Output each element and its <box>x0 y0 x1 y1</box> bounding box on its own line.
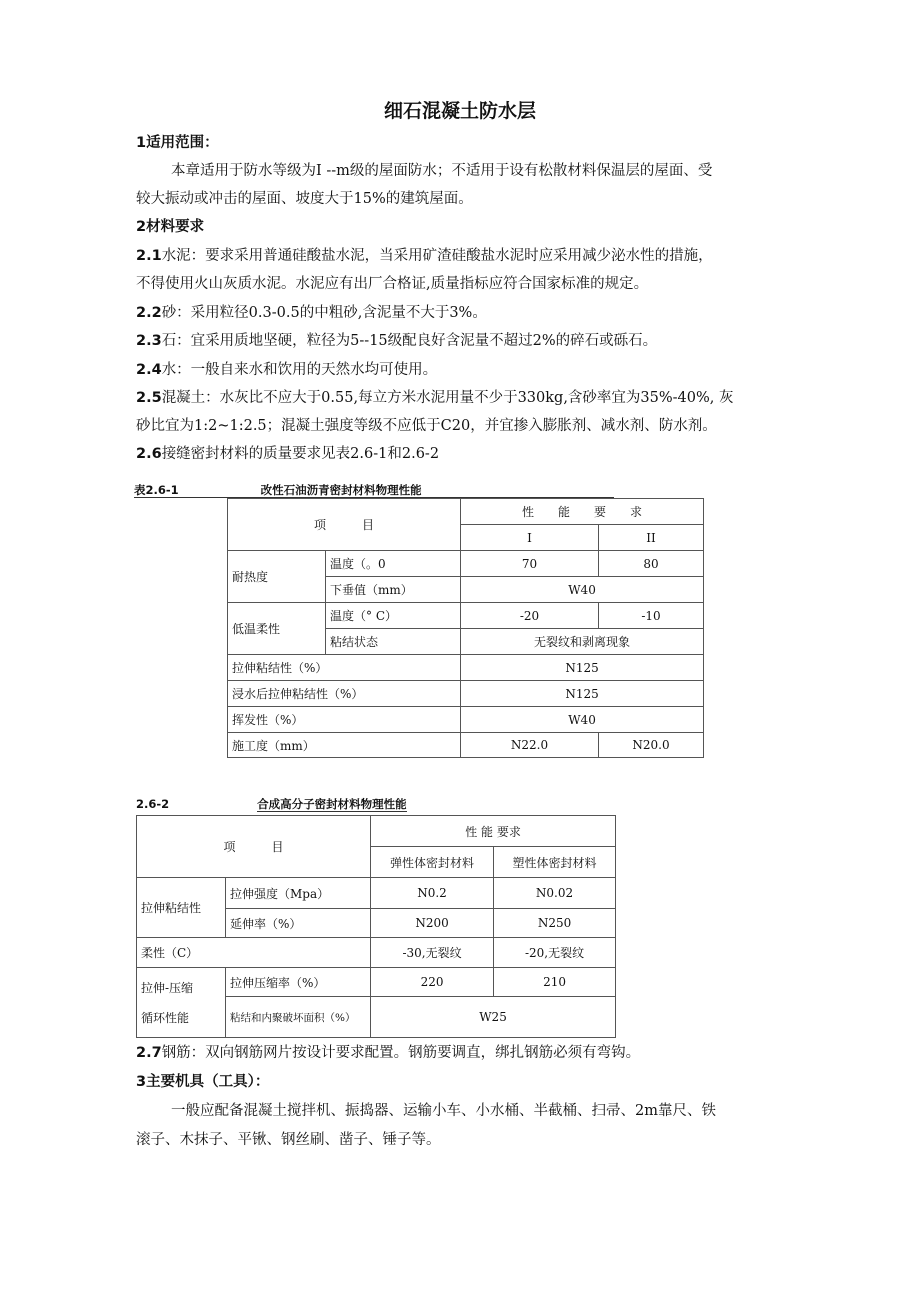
table-cell: N0.2 <box>371 878 494 909</box>
table-cell: 粘结状态 <box>326 629 461 655</box>
item-text: 水泥：要求采用普通硅酸盐水泥，当采用矿渣硅酸盐水泥时应采用减少泌水性的措施， <box>161 248 713 264</box>
table-cell: 粘结和内聚破坏面积（%） <box>226 997 371 1038</box>
table-cell: W25 <box>371 997 616 1038</box>
table-cell: N125 <box>461 681 704 707</box>
paragraph-line: 不得使用火山灰质水泥。水泥应有出厂合格证,质量指标应符合国家标准的规定。 <box>136 276 649 292</box>
header-grade-2: II <box>599 525 704 551</box>
item-2-1 <box>136 246 713 266</box>
cell-line: 拉伸-压缩 <box>141 980 194 995</box>
paragraph-line: 砂比宜为1:2~1:2.5；混凝土强度等级不应低于C20，并宜掺入膨胀剂、减水剂、防水剂。 <box>136 418 717 434</box>
paragraph-line: 滚子、木抹子、平锹、钢丝刷、凿子、锤子等。 <box>136 1132 441 1148</box>
table-cell: 温度（° C） <box>326 603 461 629</box>
table-title: 改性石油沥青密封材料物理性能 <box>260 483 422 497</box>
cell-line: 循环性能 <box>141 1010 190 1025</box>
item-number: 2.4 <box>136 362 162 378</box>
table-cell: 柔性（C） <box>137 938 371 968</box>
table-cell: -30,无裂纹 <box>371 938 494 968</box>
header-grade-1: I <box>461 525 599 551</box>
item-text: 钢筋：双向钢筋网片按设计要求配置。钢筋要调直，绑扎钢筋必须有弯钩。 <box>161 1045 641 1061</box>
table-cell: 挥发性（%） <box>228 707 461 733</box>
table-1-caption <box>134 483 614 498</box>
item-number: 2.7 <box>136 1045 162 1061</box>
table-cell: -20 <box>461 603 599 629</box>
table-cell: 80 <box>599 551 704 577</box>
table-2-6-2 <box>136 815 616 1038</box>
header-plastic: 塑性体密封材料 <box>494 847 616 878</box>
table-cell: 70 <box>461 551 599 577</box>
item-2-7 <box>136 1043 640 1063</box>
item-2-5 <box>136 388 734 408</box>
table-cell <box>137 968 226 1038</box>
table-cell: N125 <box>461 655 704 681</box>
item-number: 2.5 <box>136 390 162 406</box>
table-cell: 拉伸压缩率（%） <box>226 968 371 997</box>
section-2-heading: 2材料要求 <box>136 219 205 235</box>
paragraph-line: 本章适用于防水等级为I --m级的屋面防水；不适用于设有松散材料保温层的屋面、受 <box>171 163 713 179</box>
table-cell: 低温柔性 <box>228 603 326 655</box>
item-2-4 <box>136 360 437 380</box>
item-text: 混凝土：水灰比不应大于0.55,每立方米水泥用量不少于330kg,含砂率宜为35%-40%, 灰 <box>161 390 734 406</box>
item-number: 2.6 <box>136 446 162 462</box>
table-cell: N0.02 <box>494 878 616 909</box>
table-cell: -10 <box>599 603 704 629</box>
section-1-heading: 1适用范围： <box>136 135 219 151</box>
table-cell: 温度（。0 <box>326 551 461 577</box>
table-2-caption <box>136 797 407 811</box>
item-number: 2.3 <box>136 333 162 349</box>
table-cell: 下垂值（mm） <box>326 577 461 603</box>
item-2-2 <box>136 303 487 323</box>
table-cell: 拉伸粘结性（%） <box>228 655 461 681</box>
table-cell: W40 <box>461 707 704 733</box>
table-cell: N22.0 <box>461 733 599 758</box>
table-cell: W40 <box>461 577 704 603</box>
table-cell: 拉伸粘结性 <box>137 878 226 938</box>
header-item: 项 目 <box>228 499 461 551</box>
table-cell: 耐热度 <box>228 551 326 603</box>
paragraph-line: 一般应配备混凝土搅拌机、振捣器、运输小车、小水桶、半截桶、扫帚、2m靠尺、铁 <box>171 1103 716 1119</box>
header-performance: 性 能 要 求 <box>461 499 704 525</box>
item-number: 2.2 <box>136 305 162 321</box>
item-text: 石：宜采用质地坚硬，粒径为5--15级配良好含泥量不超过2%的碎石或砾石。 <box>161 333 658 349</box>
table-cell: 210 <box>494 968 616 997</box>
table-cell: -20,无裂纹 <box>494 938 616 968</box>
item-text: 砂：采用粒径0.3-0.5的中粗砂,含泥量不大于3%。 <box>161 305 487 321</box>
table-cell: N250 <box>494 909 616 938</box>
table-title: 合成高分子密封材料物理性能 <box>257 797 407 811</box>
document-title: 细石混凝土防水层 <box>383 100 536 122</box>
item-text: 水：一般自来水和饮用的天然水均可使用。 <box>161 362 438 378</box>
table-cell: N200 <box>371 909 494 938</box>
item-number: 2.1 <box>136 248 162 264</box>
table-cell: 延伸率（%） <box>226 909 371 938</box>
item-2-3 <box>136 331 657 351</box>
table-cell: 施工度（mm） <box>228 733 461 758</box>
item-text: 接缝密封材料的质量要求见表2.6-1和2.6-2 <box>161 446 440 462</box>
item-2-6 <box>136 444 439 464</box>
header-elastic: 弹性体密封材料 <box>371 847 494 878</box>
header-performance: 性 能 要求 <box>371 816 616 847</box>
table-label: 表2.6-1 <box>134 483 179 497</box>
table-cell: N20.0 <box>599 733 704 758</box>
section-3-heading: 3主要机具（工具）： <box>136 1074 270 1090</box>
paragraph-line: 较大振动或冲击的屋面、坡度大于15%的建筑屋面。 <box>136 191 473 207</box>
table-label: 2.6-2 <box>136 797 170 811</box>
table-cell: 无裂纹和剥离现象 <box>461 629 704 655</box>
table-cell: 拉伸强度（Mpa） <box>226 878 371 909</box>
table-cell: 220 <box>371 968 494 997</box>
table-2-6-1 <box>227 498 704 758</box>
header-item: 项 目 <box>137 816 371 878</box>
table-cell: 浸水后拉伸粘结性（%） <box>228 681 461 707</box>
